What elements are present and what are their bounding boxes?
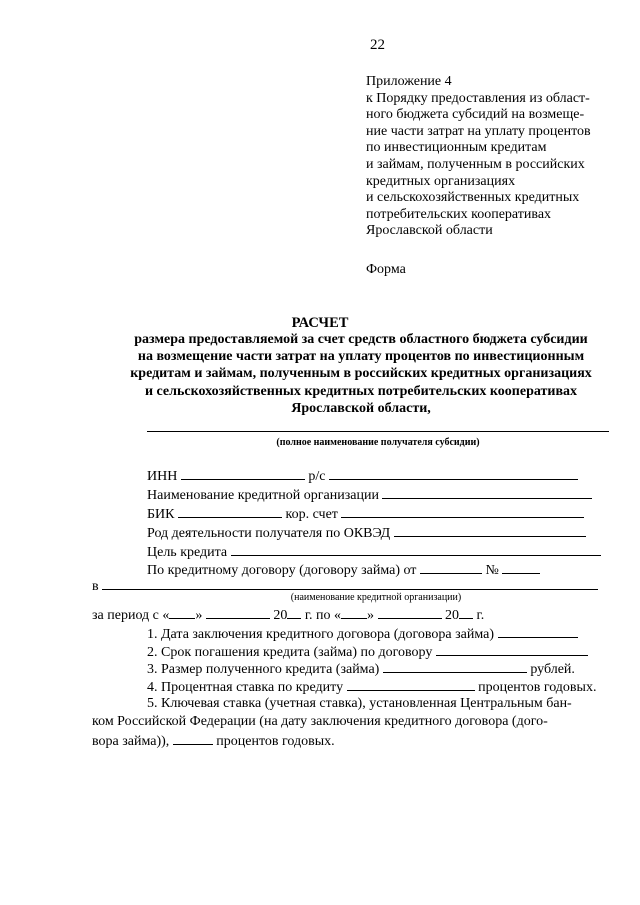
- recipient-name-line[interactable]: [147, 431, 609, 432]
- okved-row: [147, 524, 586, 542]
- credit-purpose-row: [147, 543, 601, 561]
- item-5-field[interactable]: [173, 732, 213, 745]
- okved-field[interactable]: [394, 524, 586, 537]
- period-quote-1: »: [195, 608, 203, 623]
- item-5-prefix: вора займа)),: [92, 734, 170, 749]
- document-heading: [96, 331, 626, 417]
- heading-line: кредитам и займам, полученным в российских кредитных организациях: [130, 366, 592, 382]
- item-3-suffix: рублей.: [530, 662, 575, 677]
- item-5-line-2: ком Российской Федерации (на дату заключения кредитного договора (дого-: [92, 714, 548, 729]
- item-3-row: [147, 660, 575, 678]
- item-2-field[interactable]: [436, 643, 588, 656]
- item-5-line-1: 5. Ключевая ставка (учетная ставка), установленная Центральным бан-: [147, 696, 572, 711]
- appendix-line: ние части затрат на уплату процентов: [366, 123, 591, 139]
- item-4-row: [147, 678, 596, 696]
- item-3-label: 3. Размер полученного кредита (займа): [147, 662, 380, 677]
- heading-line: и сельскохозяйственных кредитных потребительских кооперативах: [144, 383, 578, 399]
- period-quote-2: »: [367, 608, 375, 623]
- item-4-suffix: процентов годовых.: [478, 680, 597, 695]
- contract-number-label: №: [485, 563, 499, 578]
- heading-line: Ярославской области,: [291, 400, 431, 416]
- item-5-line-3: [92, 732, 335, 750]
- appendix-line: и займам, полученным в российских: [366, 156, 585, 172]
- bank-caption: (наименование кредитной организации): [290, 592, 462, 603]
- item-2-label: 2. Срок погашения кредита (займа) по договору: [147, 645, 433, 660]
- period-prefix: за период с «: [92, 608, 170, 623]
- bank-name-row: [147, 486, 592, 504]
- in-label: в: [92, 579, 99, 594]
- item-4-label: 4. Процентная ставка по кредиту: [147, 680, 344, 695]
- period-year-2: 20: [445, 608, 460, 623]
- kor-schet-label: кор. счет: [285, 507, 338, 522]
- form-label: Форма: [366, 262, 406, 277]
- appendix-line: ного бюджета субсидий на возмеще-: [366, 107, 585, 123]
- bank-name-label: Наименование кредитной организации: [147, 488, 379, 503]
- appendix-line: Приложение 4: [366, 74, 452, 89]
- item-1-row: [147, 625, 578, 643]
- rs-field[interactable]: [329, 467, 578, 480]
- appendix-line: потребительских кооперативах: [366, 206, 552, 222]
- kor-schet-field[interactable]: [341, 505, 584, 518]
- appendix-line: и сельскохозяйственных кредитных: [366, 190, 580, 206]
- appendix-line: кредитных организациях: [366, 173, 516, 189]
- period-year-1: 20: [273, 608, 288, 623]
- inn-row: [147, 467, 578, 485]
- item-1-field[interactable]: [498, 625, 578, 638]
- rs-label: р/с: [308, 469, 326, 484]
- bank-in-field[interactable]: [102, 577, 598, 590]
- item-2-row: [147, 643, 588, 661]
- item-1-label: 1. Дата заключения кредитного договора (договора займа): [147, 627, 495, 642]
- item-5-suffix: процентов годовых.: [216, 734, 335, 749]
- contract-label: По кредитному договору (договору займа) от: [147, 563, 417, 578]
- bik-row: [147, 505, 584, 523]
- appendix-line: к Порядку предоставления из област-: [366, 90, 590, 106]
- item-4-field[interactable]: [347, 678, 475, 691]
- heading-line: размера предоставляемой за счет средств областного бюджета субсидии: [134, 332, 588, 347]
- period-from-year-field[interactable]: [287, 606, 301, 619]
- inn-field[interactable]: [181, 467, 305, 480]
- appendix-block: [366, 74, 591, 240]
- bank-name-field[interactable]: [382, 486, 592, 499]
- period-to-label: г. по «: [304, 608, 342, 623]
- item-3-field[interactable]: [383, 660, 527, 673]
- appendix-line: Ярославской области: [366, 223, 493, 239]
- appendix-line: по инвестиционным кредитам: [366, 140, 547, 156]
- period-to-year-field[interactable]: [459, 606, 473, 619]
- period-row: [92, 606, 484, 624]
- period-end: г.: [476, 608, 485, 623]
- period-to-day-field[interactable]: [341, 606, 367, 619]
- credit-purpose-label: Цель кредита: [147, 545, 228, 560]
- recipient-caption: (полное наименование получателя субсидии): [276, 437, 480, 448]
- heading-line: на возмещение части затрат на уплату процентов по инвестиционным: [137, 349, 585, 365]
- page-number: 22: [370, 37, 385, 53]
- bik-label: БИК: [147, 507, 175, 522]
- contract-date-field[interactable]: [420, 561, 482, 574]
- document-title: РАСЧЕТ: [291, 315, 349, 331]
- period-from-day-field[interactable]: [169, 606, 195, 619]
- inn-label: ИНН: [147, 469, 178, 484]
- okved-label: Род деятельности получателя по ОКВЭД: [147, 526, 391, 541]
- bik-field[interactable]: [178, 505, 282, 518]
- contract-number-field[interactable]: [502, 561, 540, 574]
- period-from-month-field[interactable]: [206, 606, 270, 619]
- credit-purpose-field[interactable]: [231, 543, 601, 556]
- period-to-month-field[interactable]: [378, 606, 442, 619]
